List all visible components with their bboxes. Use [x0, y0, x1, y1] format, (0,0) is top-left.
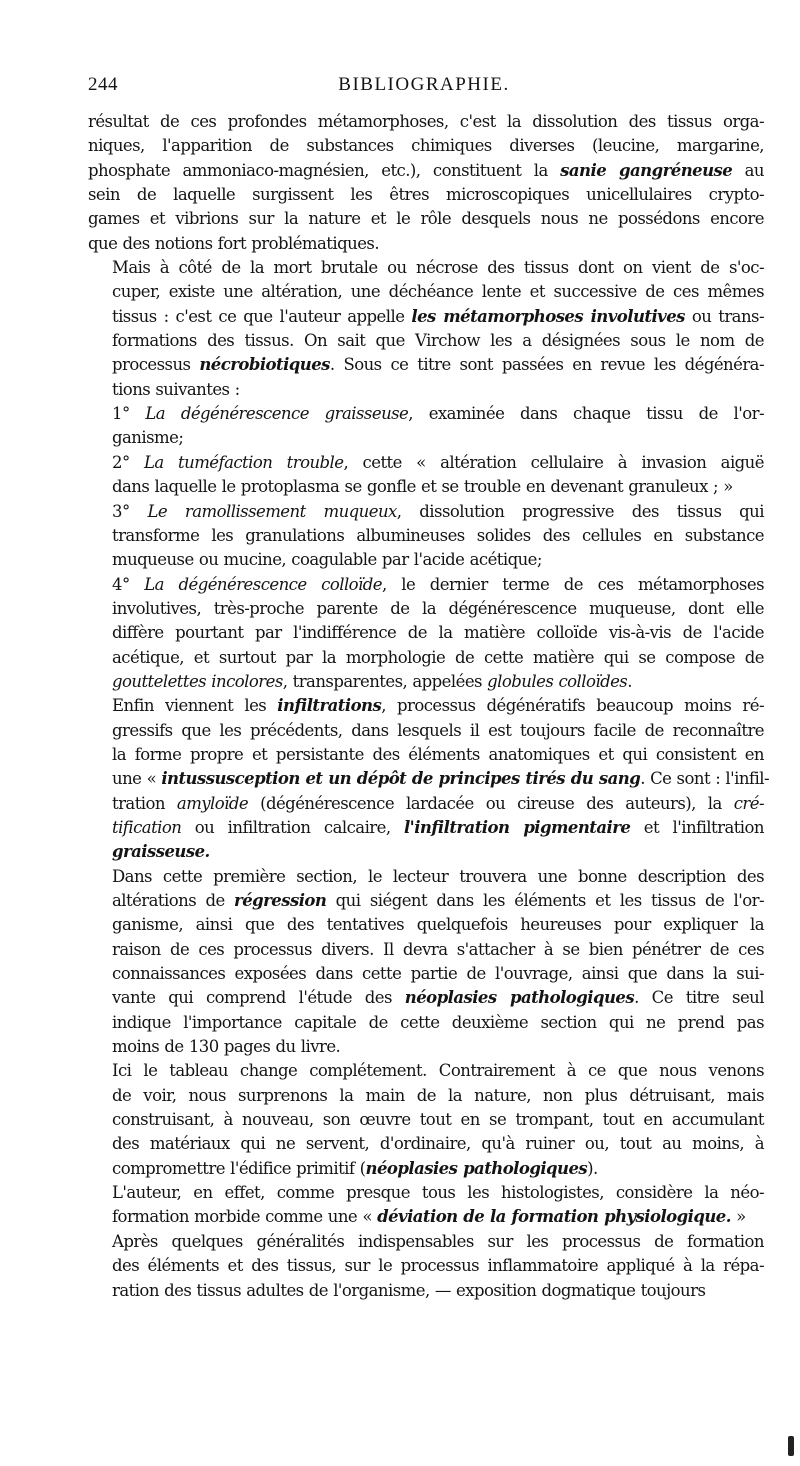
text-line: graisseuse.	[112, 842, 210, 862]
text-line: niques, l'apparition de substances chimiques diverses (leucine, margarine,	[88, 136, 764, 156]
paragraph	[88, 1230, 764, 1303]
text-line: L'auteur, en effet, comme presque tous les histologistes, considère la néo-	[112, 1183, 764, 1203]
text-line: 4° La dégénérescence colloïde, le dernier terme de ces métamorphoses	[112, 574, 764, 594]
text-line: compromettre l'édifice primitif (néoplasies pathologiques).	[112, 1158, 598, 1178]
text-line: muqueuse ou mucine, coagulable par l'acide acétique;	[112, 550, 542, 570]
text-line: formation morbide comme une « déviation de la formation physiologique. »	[112, 1207, 746, 1227]
text-line: 2° La tuméfaction trouble, cette « altération cellulaire à invasion aiguë	[112, 452, 764, 472]
text-line: gressifs que les précédents, dans lesquels il est toujours facile de reconnaître	[112, 720, 764, 740]
paragraph	[88, 110, 764, 256]
paragraph	[88, 865, 764, 1060]
text-line: altérations de régression qui siégent dans les éléments et les tissus de l'or-	[112, 891, 764, 910]
paragraph	[88, 451, 764, 500]
text-line: construisant, à nouveau, son œuvre tout en se trompant, tout en accumulant	[112, 1110, 764, 1130]
text-line: Dans cette première section, le lecteur trouvera une bonne description des	[112, 866, 764, 886]
text-line: tissus : c'est ce que l'auteur appelle les métamorphoses involutives ou trans-	[112, 306, 764, 326]
text-line: des matériaux qui ne servent, d'ordinaire, qu'à ruiner ou, tout au moins, à	[112, 1134, 764, 1154]
text-line: cuper, existe une altération, une déchéance lente et successive de ces mêmes	[112, 282, 764, 302]
text-line: que des notions fort problématiques.	[88, 233, 380, 253]
running-title: BIBLIOGRAPHIE.	[338, 74, 510, 95]
text-line: une « intussusception et un dépôt de principes tirés du sang. Ce sont : l'infil-	[112, 769, 769, 789]
text-line: tification ou infiltration calcaire, l'infiltration pigmentaire et l'infiltration	[112, 817, 764, 837]
text-line: Ici le tableau change complétement. Contrairement à ce que nous venons	[112, 1061, 764, 1081]
text-line: vante qui comprend l'étude des néoplasies pathologiques. Ce titre seul	[112, 988, 764, 1008]
text-line: involutives, très-proche parente de la dégénérescence muqueuse, dont elle	[112, 598, 764, 618]
text-line: games et vibrions sur la nature et le rôle desquels nous ne possédons encore	[88, 209, 764, 229]
body-text	[88, 110, 769, 1303]
paragraph	[88, 256, 764, 402]
text-line: moins de 130 pages du livre.	[112, 1037, 341, 1057]
paragraph	[88, 500, 764, 573]
text-line: tration amyloïde (dégénérescence lardacée ou cireuse des auteurs), la cré-	[112, 793, 764, 813]
paragraph	[88, 694, 769, 864]
text-line: diffère pourtant par l'indifférence de la matière colloïde vis-à-vis de l'acide	[112, 623, 764, 643]
edge-mark	[788, 1436, 794, 1456]
text-line: processus nécrobiotiques. Sous ce titre sont passées en revue les dégénéra-	[112, 355, 764, 375]
text-line: raison de ces processus divers. Il devra s'attacher à se bien pénétrer de ces	[112, 939, 764, 959]
text-line: acétique, et surtout par la morphologie de cette matière qui se compose de	[112, 647, 764, 667]
text-line: résultat de ces profondes métamorphoses, c'est la dissolution des tissus orga-	[88, 112, 764, 131]
text-line: indique l'importance capitale de cette deuxième section qui ne prend pas	[112, 1012, 764, 1032]
text-line: 1° La dégénérescence graisseuse, examinée dans chaque tissu de l'or-	[112, 404, 765, 424]
text-line: dans laquelle le protoplasma se gonfle et se trouble en devenant granuleux ; »	[112, 477, 733, 497]
text-line: ration des tissus adultes de l'organisme, — exposition dogmatique toujours	[112, 1280, 706, 1300]
text-line: tions suivantes :	[112, 379, 240, 399]
text-line: phosphate ammoniaco-magnésien, etc.), constituent la sanie gangréneuse au	[88, 160, 765, 180]
text-line: Mais à côté de la mort brutale ou nécrose des tissus dont on vient de s'oc-	[112, 258, 764, 278]
text-line: ganisme, ainsi que des tentatives quelquefois heureuses pour expliquer la	[112, 915, 764, 935]
text-line: ganisme;	[112, 428, 184, 448]
paragraph	[88, 1059, 764, 1181]
text-line: Après quelques généralités indispensables sur les processus de formation	[112, 1231, 764, 1251]
page-header	[88, 74, 760, 104]
text-line: formations des tissus. On sait que Virchow les a désignées sous le nom de	[112, 331, 764, 351]
text-line: transforme les granulations albumineuses solides des cellules en substance	[112, 525, 764, 545]
paragraph	[88, 402, 764, 451]
text-line: sein de laquelle surgissent les êtres microscopiques unicellulaires crypto-	[88, 185, 764, 205]
text-line: de voir, nous surprenons la main de la nature, non plus détruisant, mais	[112, 1085, 764, 1105]
text-line: Enfin viennent les infiltrations, processus dégénératifs beaucoup moins ré-	[112, 696, 764, 716]
page-number: 244	[88, 74, 118, 95]
text-line: des éléments et des tissus, sur le processus inflammatoire appliqué à la répa-	[112, 1256, 764, 1276]
text-line: la forme propre et persistante des éléments anatomiques et qui consistent en	[112, 744, 764, 764]
text-line: connaissances exposées dans cette partie de l'ouvrage, ainsi que dans la sui-	[112, 964, 764, 984]
paragraph	[88, 1181, 764, 1230]
paragraph	[88, 573, 764, 695]
text-line: gouttelettes incolores, transparentes, appelées globules colloïdes.	[112, 671, 632, 691]
text-line: 3° Le ramollissement muqueux, dissolution progressive des tissus qui	[112, 501, 764, 521]
